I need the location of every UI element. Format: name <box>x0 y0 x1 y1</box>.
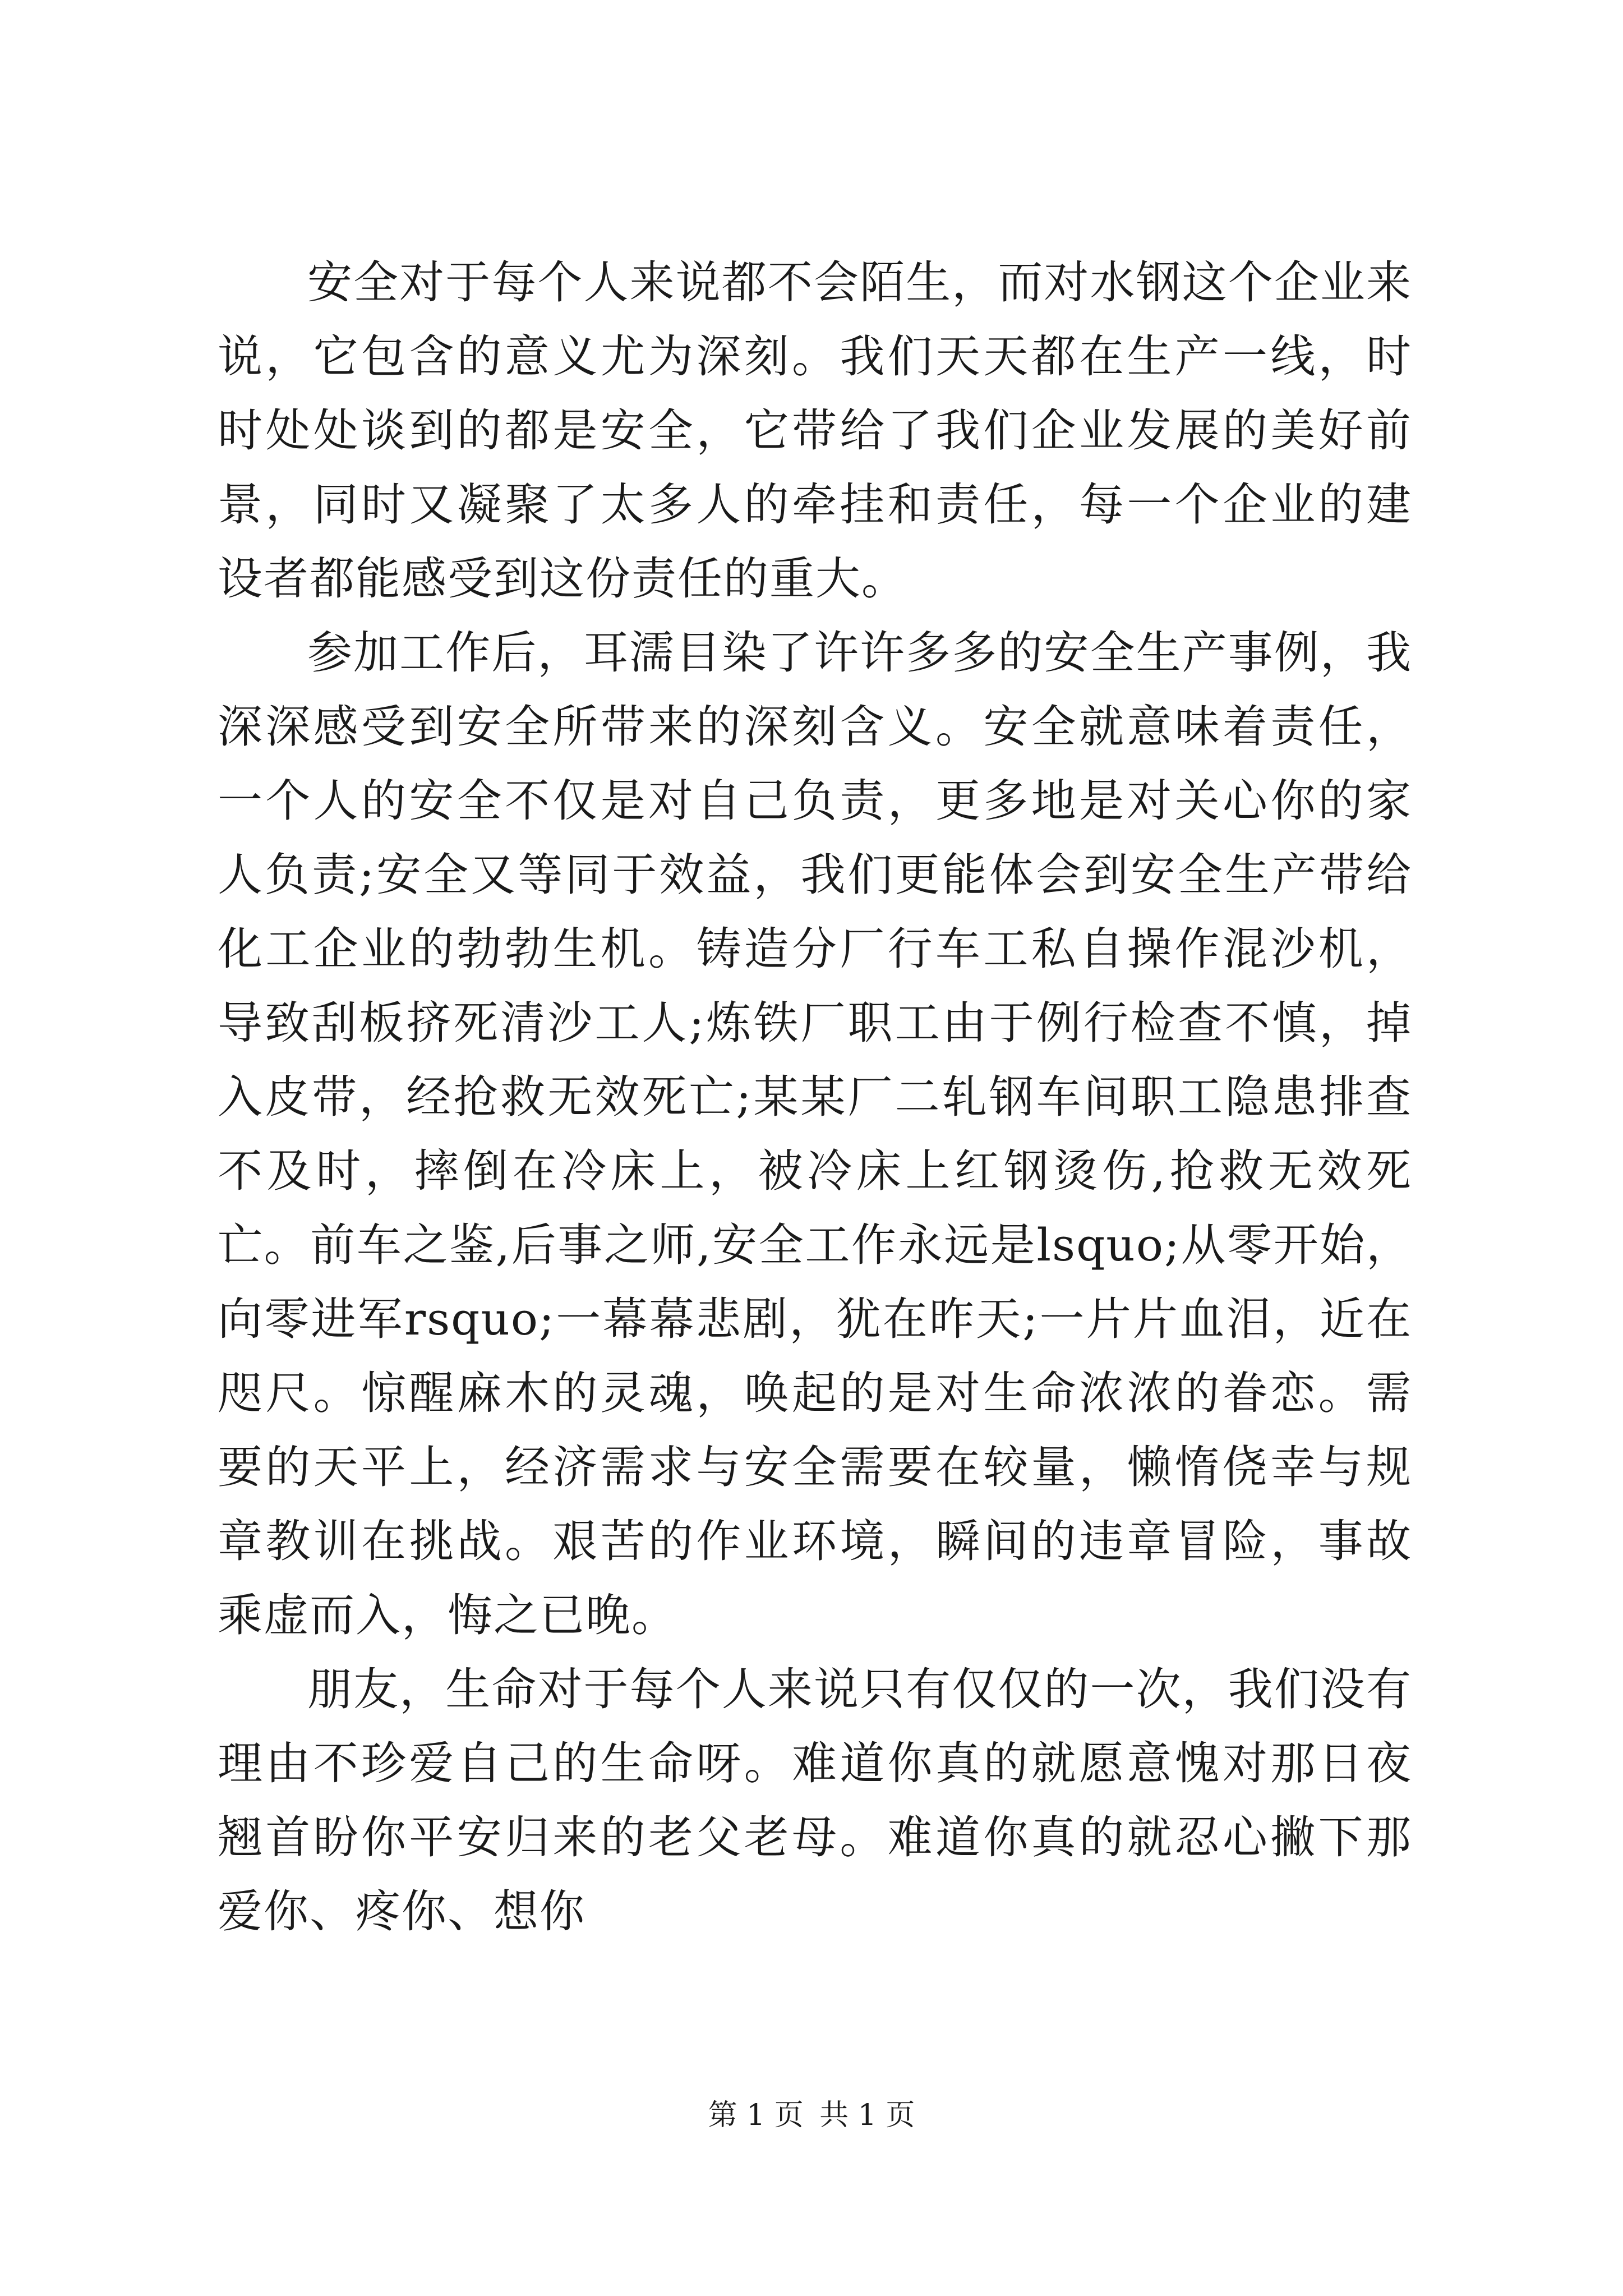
page-total: 共 1 页 <box>819 2099 915 2132</box>
document-body <box>218 246 1412 1949</box>
paragraph-1: 安全对于每个人来说都不会陌生，而对水钢这个企业来说，它包含的意义尤为深刻。我们天天都在生产一线，时时处处谈到的都是安全，它带给了我们企业发展的美好前景，同时又凝聚了太多人的牵挂和责任，每一个企业的建设者都能感受到这份责任的重大。 <box>218 256 1412 605</box>
paragraph-3: 朋友，生命对于每个人来说只有仅仅的一次，我们没有理由不珍爱自己的生命呀。难道你真的就愿意愧对那日夜翘首盼你平安归来的老父老母。难道你真的就忍心撇下那爱你、疼你、想你 <box>218 1663 1412 1938</box>
paragraph-2: 参加工作后，耳濡目染了许许多多的安全生产事例，我深深感受到安全所带来的深刻含义。安全就意味着责任，一个人的安全不仅是对自己负责，更多地是对关心你的家人负责;安全又等同于效益，我们更能体会到安全生产带给化工企业的勃勃生机。铸造分厂行车工私自操作混沙机，导致刮板挤死清沙工人;炼铁厂职工由于例行检查不慎，掉入皮带，经抢救无效死亡;某某厂二轧钢车间职工隐患排查不及时，摔倒在冷床上，被冷床上红钢烫伤,抢救无效死亡。前车之鉴,后事之师,安全工作永远是lsquo;从零开始，向零进军rsquo;一幕幕悲剧，犹在昨天;一片片血泪，近在咫尺。惊醒麻木的灵魂，唤起的是对生命浓浓的眷恋。需要的天平上，经济需求与安全需要在较量，懒惰侥幸与规章教训在挑战。艰苦的作业环境，瞬间的违章冒险，事故乘虚而入，悔之已晚。 <box>218 627 1412 1641</box>
page-number: 第 1 页 <box>708 2099 804 2132</box>
page-footer <box>0 2096 1623 2135</box>
